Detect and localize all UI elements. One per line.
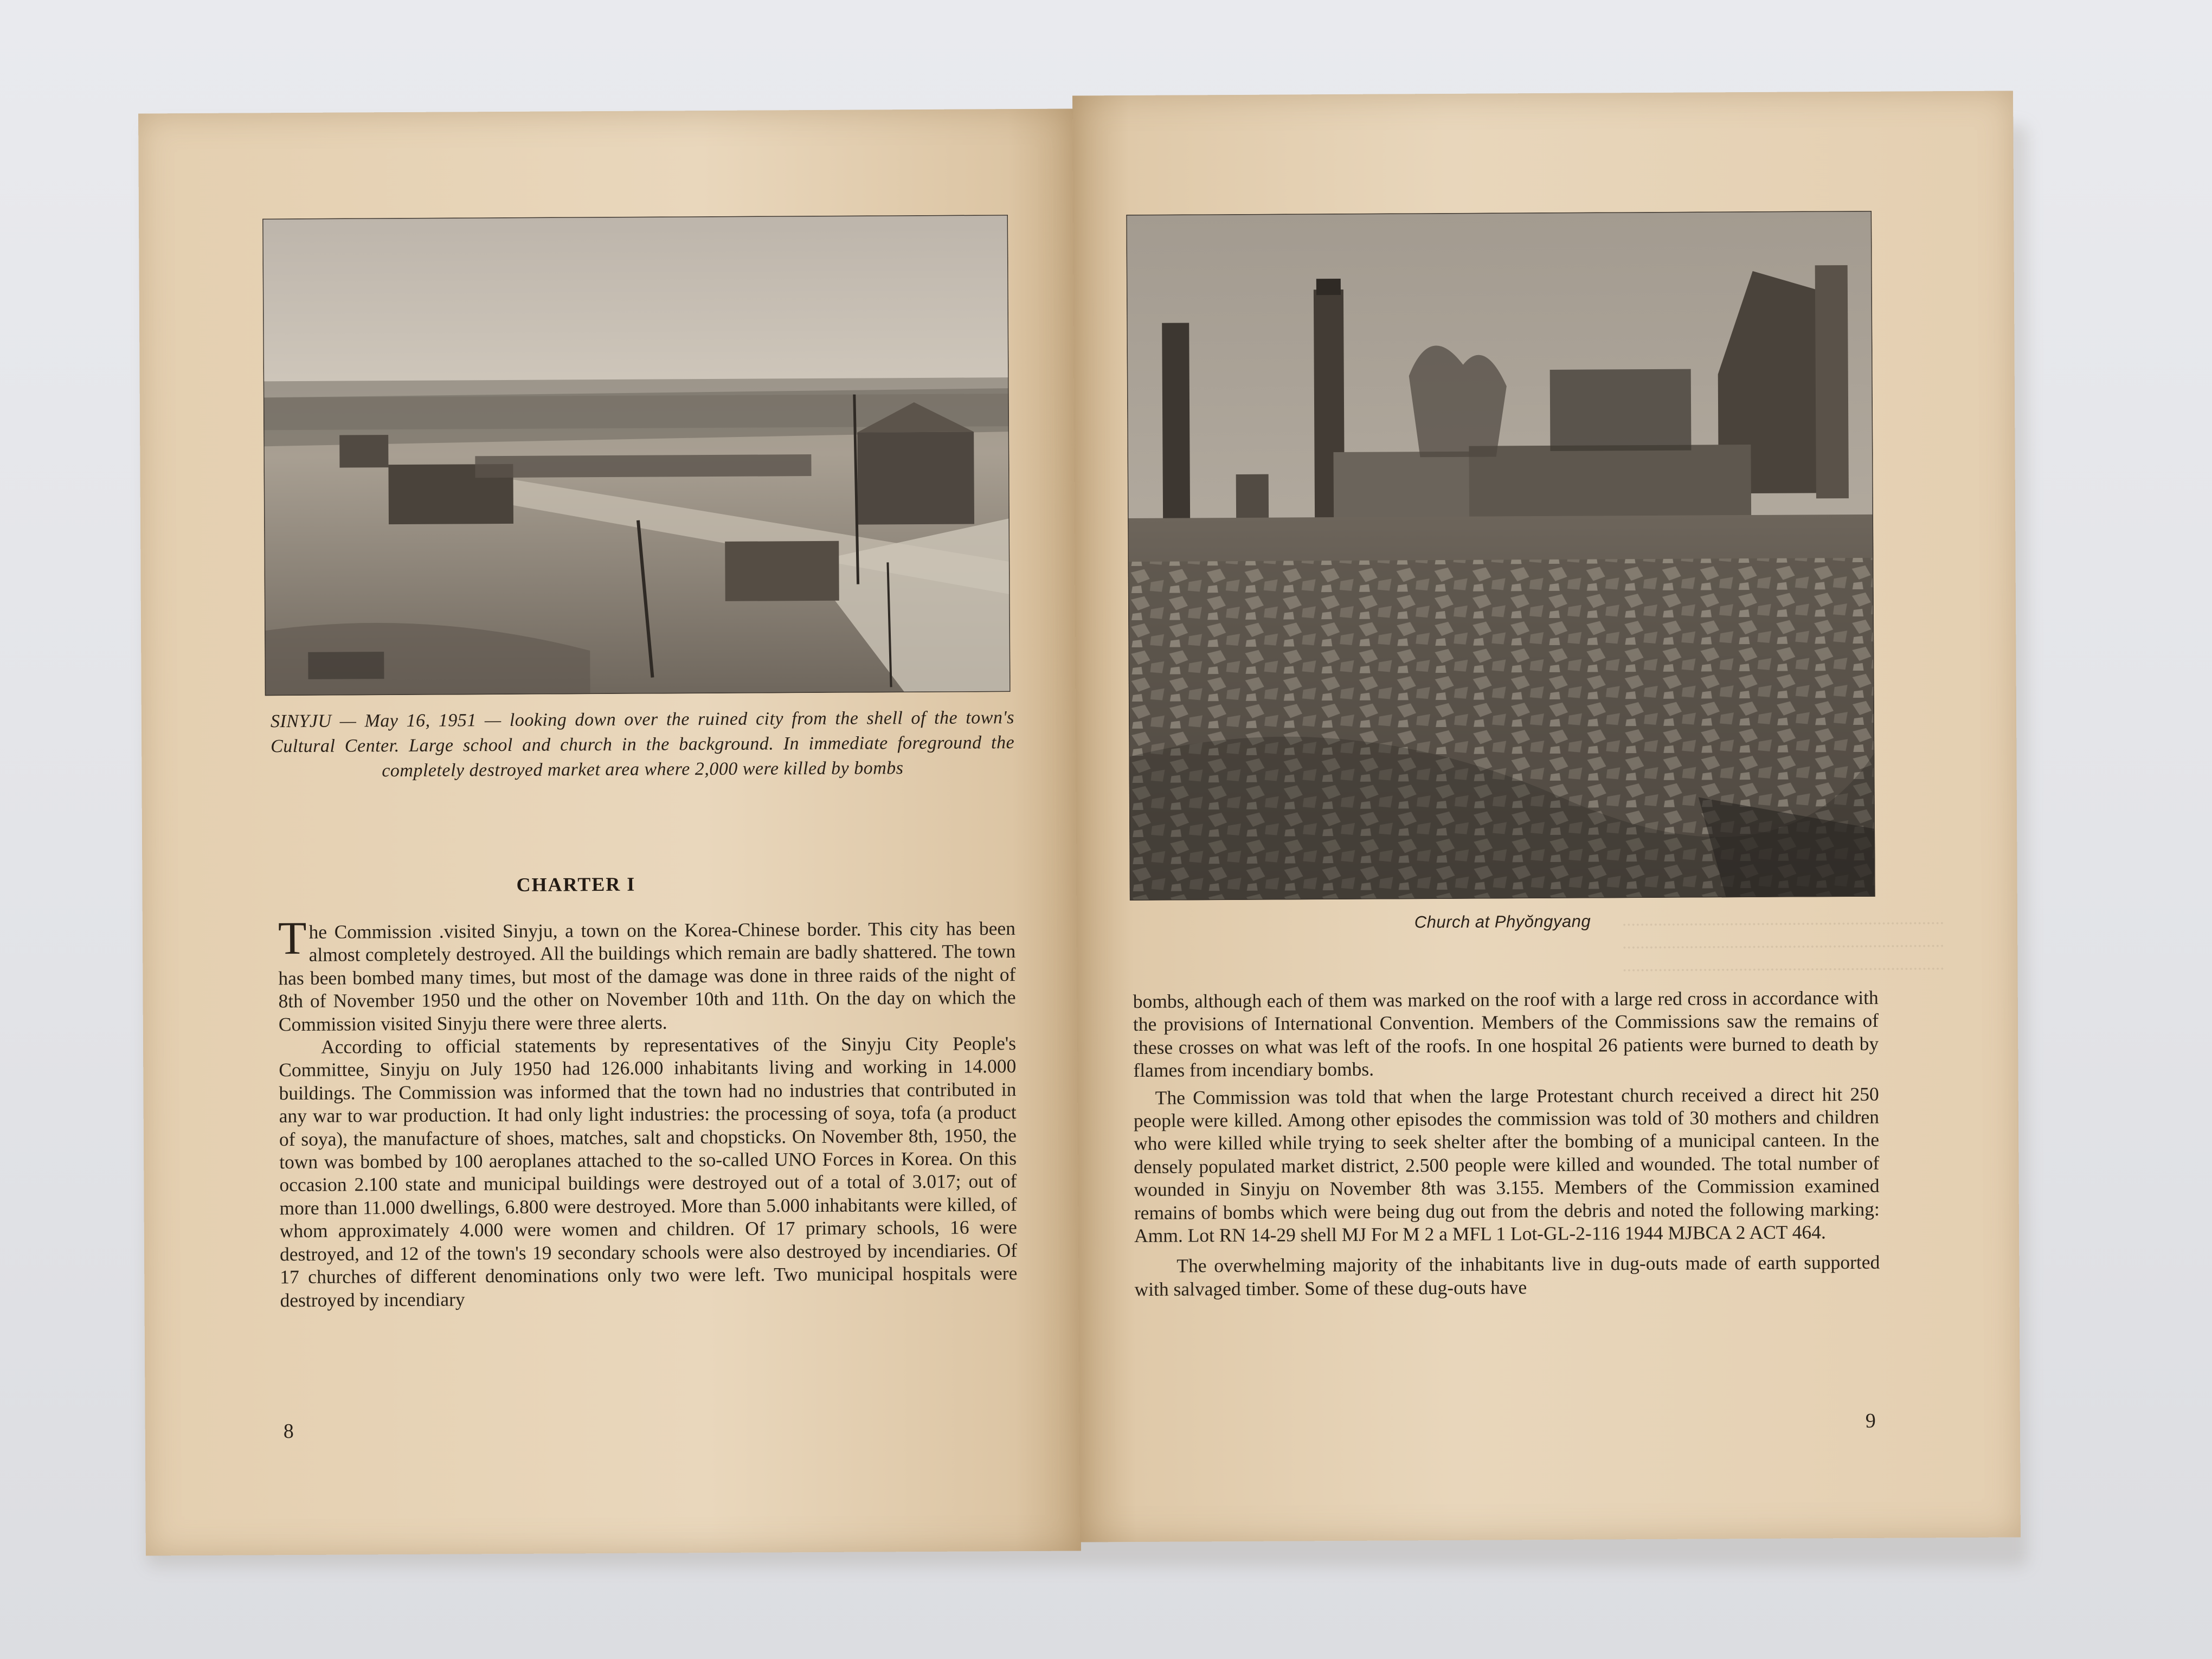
right-body-text	[1133, 986, 1880, 1301]
left-photo-caption: SINYJU — May 16, 1951 — looking down over the ruined city from the shell of the town's Cultural Center. Large school and church in the background. In immediate foreground the completely destroyed market area where 2,000 were killed by bombs	[270, 708, 1015, 781]
chapter-title: CHARTER I	[516, 873, 636, 896]
right-paragraph-1: bombs, although each of them was marked on the roof with a large red cross in accordance with the provisions of International Convention. Members of the Commissions saw the remains of these crosses on what was left of the roofs. In one hospital 26 patients were burned to death by flames from incendiary bombs.	[1133, 986, 1879, 1082]
left-paragraph-1: The Commission .visited Sinyju, a town on the Korea-Chinese border. This city has been almost completely destroyed. All the buildings which remain are badly shattered. The town has been bombed many times, but most of the damage was done in three raids of the night of 8th of November 1950 und the other on November 10th and 11th. On the day on which the Commission visited Sinyju there were three alerts.	[278, 911, 1016, 1035]
right-page	[1072, 91, 2021, 1542]
drop-cap: T	[278, 911, 307, 964]
right-paragraph-3: The overwhelming majority of the inhabitants live in dug-outs made of earth supported with salvaged timber. Some of these dug-outs have	[1134, 1251, 1880, 1300]
show-through-text: ........................................................................ ........................................................................ ........................................................................	[1622, 909, 1945, 976]
left-body-text	[278, 911, 1018, 1311]
page-number-right: 9	[1865, 1409, 1876, 1432]
right-paragraph-2: The Commission was told that when the large Protestant church received a direct hit 250 people were killed. Among other episodes the commission was told of 30 mothers and children who were killed while trying to seek shelter after the bombing of a municipal canteen. In the densely populated market district, 2.500 people were killed and wounded. The total number of wounded in Sinyju on November 8th was 3.155. Members of the Commission examined remains of bombs which were being dug out from the debris and noted the following marking: Amm. Lot RN 14-29 shell MJ For M 2 a MFL 1 Lot-GL-2-116 1944 MJBCA 2 ACT 464.	[1133, 1083, 1880, 1247]
page-number-left: 8	[283, 1420, 294, 1443]
left-paragraph-2: According to official statements by representatives of the Sinyju City People's Committee, Sinyju on July 1950 had 126.000 inhabitants living and working in 14.000 buildings. The Commission was informed that the town had no industries that contributed in any war to war production. It had only light industries: the processing of soya, tofa (a product of soya), the manufacture of shoes, matches, salt and chopsticks. On November 8th, 1950, the town was bombed by 100 aeroplanes attached to the so-called UNO Forces in Korea. On this occasion 2.100 state and municipal buildings were destroyed out of a total of 3.017; out of more than 11.000 dwellings, 6.800 were destroyed. More than 5.000 inhabitants were killed, of whom approximately 4.000 were women and children. Of 17 primary schools, 16 were destroyed, and 12 of the town's 19 secondary schools were also destroyed by incendiaries. Of 17 churches of different denominations only two were left. Two municipal hospitals were destroyed by incendiary	[279, 1032, 1018, 1311]
church-ruins-photo	[1126, 211, 1875, 901]
left-page	[138, 109, 1081, 1556]
sinyju-ruins-photo	[262, 215, 1011, 696]
right-photo-caption: Church at Phyŏngyang	[1414, 911, 1591, 932]
